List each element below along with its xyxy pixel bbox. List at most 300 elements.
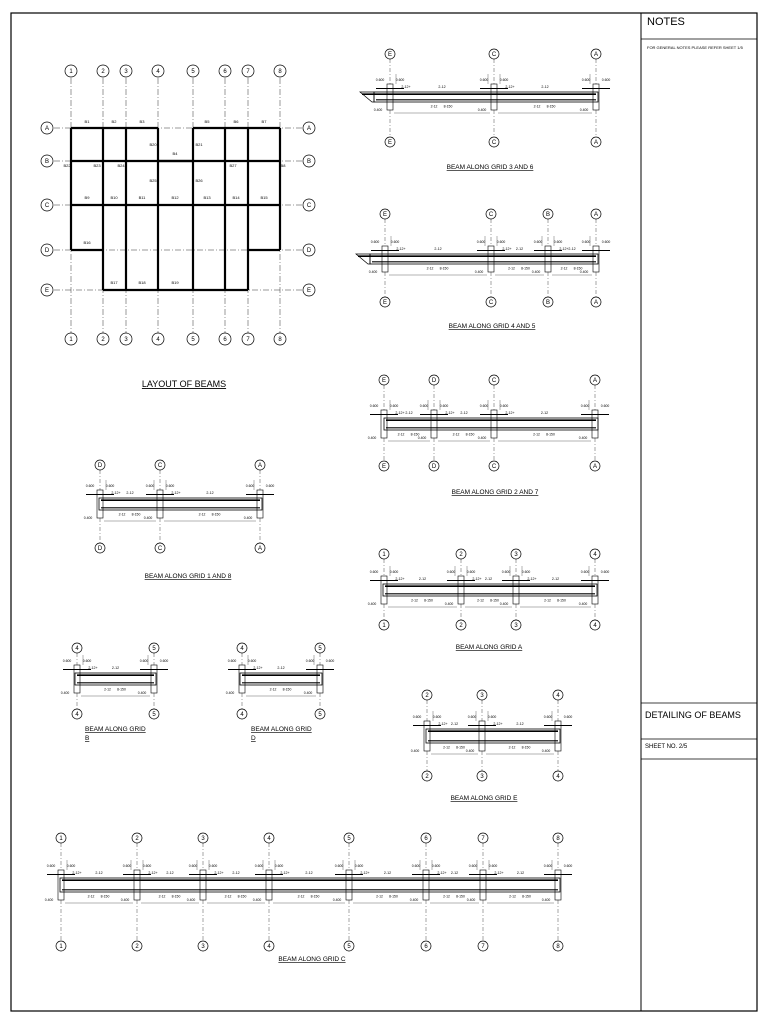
grid-bubble-label: A (592, 464, 598, 471)
grid-bubble-label: 6 (223, 337, 227, 344)
bar-label: 2-12+ (527, 577, 537, 581)
grid-bubble-label: E (382, 300, 388, 307)
grid-bubble-label: E (381, 464, 387, 471)
grid-bubble-label: B (545, 300, 551, 307)
cover-label: 0.400 (252, 898, 262, 902)
bar-label: 2-12 (568, 247, 576, 251)
cutoff-label: 0.600 (62, 659, 72, 663)
drawing-title: DETAILING OF BEAMS (645, 710, 741, 720)
bar-label: 2-12 (206, 491, 214, 495)
stirrup-label: 8-150 (410, 432, 420, 437)
grid-bubble-label: 2 (101, 337, 105, 344)
grid-bubble-label: A (593, 140, 599, 147)
bar-label: 2-12+ (472, 577, 482, 581)
beam-label: B5 (204, 119, 210, 124)
cutoff-label: 0.600 (543, 715, 553, 719)
grid-bubble-label: A (44, 126, 50, 133)
cutoff-label: 0.600 (145, 484, 155, 488)
stirrup-label: 8-150 (100, 894, 110, 899)
cutoff-label: 0.600 (105, 484, 115, 488)
beam-elevation-grid_4_5 (356, 209, 610, 330)
beam-layout-plan (41, 65, 315, 389)
cutoff-label: 0.600 (563, 864, 573, 868)
cutoff-label: 0.600 (389, 404, 399, 408)
bar-label: 2-12+ (148, 871, 158, 875)
cover-label: 0.400 (409, 898, 419, 902)
grid-bubble-label: 7 (246, 69, 250, 76)
bar-label: 2-12 (126, 491, 134, 495)
bar-label: 2-12 (224, 894, 232, 899)
grid-bubble-label: 3 (480, 693, 484, 700)
cutoff-label: 0.600 (369, 404, 379, 408)
grid-bubble-label: 2 (459, 623, 463, 630)
cutoff-label: 0.600 (411, 864, 421, 868)
grid-bubble-label: 4 (556, 693, 560, 700)
grid-bubble-label: A (593, 212, 599, 219)
cover-label: 0.400 (332, 898, 342, 902)
beam-label: B7 (261, 119, 267, 124)
cover-label: 0.400 (137, 691, 147, 695)
bar-label: 2-12 (560, 266, 568, 271)
beam-label: B21 (195, 142, 203, 147)
beam-label: B16 (83, 240, 91, 245)
bar-label: 2-12 (166, 871, 174, 875)
grid-bubble-label: 3 (514, 552, 518, 559)
grid-bubble-label: D (306, 248, 312, 255)
grid-bubble-label: 1 (59, 836, 63, 843)
grid-bubble-label: 3 (514, 623, 518, 630)
stirrup-label: 8-150 (310, 894, 320, 899)
cutoff-label: 0.600 (431, 864, 441, 868)
bar-label: 2-12 (484, 577, 493, 581)
cutoff-label: 0.600 (581, 240, 591, 244)
grid-bubble-label: C (491, 140, 497, 147)
bar-label: 2-12 (111, 666, 120, 670)
bar-label: 2-12 (438, 85, 446, 89)
stirrup-label: 8-150 (546, 104, 556, 109)
grid-bubble-label: C (491, 464, 497, 471)
grid-bubble-label: A (593, 300, 599, 307)
beam-label: B20 (149, 142, 157, 147)
cutoff-label: 0.600 (479, 78, 489, 82)
grid-bubble-label: 3 (480, 774, 484, 781)
cutoff-label: 0.600 (487, 715, 497, 719)
cutoff-label: 0.600 (581, 78, 591, 82)
bar-label: 2-12+ (88, 666, 98, 670)
grid-bubble-label: A (593, 52, 599, 59)
cutoff-label: 0.600 (580, 570, 590, 574)
grid-bubble-label: 5 (318, 646, 322, 653)
bar-label: 2-12 (551, 577, 560, 581)
bar-label: 2-12+ (111, 491, 121, 495)
grid-bubble-label: 1 (382, 552, 386, 559)
cutoff-label: 0.600 (466, 570, 476, 574)
grid-bubble-label: 4 (75, 646, 79, 653)
cover-label: 0.400 (444, 602, 454, 606)
beam-label: B3 (139, 119, 145, 124)
bar-label: 2-12+ (494, 871, 504, 875)
grid-bubble-label: 4 (267, 944, 271, 951)
bar-label: 2-12 (277, 666, 285, 670)
grid-bubble-label: 3 (124, 337, 128, 344)
cutoff-label: 0.600 (580, 404, 590, 408)
beam-label: B15 (260, 195, 268, 200)
beam-elevation-grid_b (61, 643, 169, 742)
grid-bubble-label: C (491, 378, 497, 385)
bar-label: 2-12 (411, 598, 418, 603)
grid-bubble-label: A (257, 463, 263, 470)
cutoff-label: 0.600 (600, 404, 610, 408)
stirrup-label: 8-150 (439, 266, 449, 271)
beam-label: B24 (117, 163, 125, 168)
cutoff-label: 0.600 (274, 864, 284, 868)
stirrup-label: 8-150 (282, 687, 292, 692)
cover-label: 0.400 (225, 691, 235, 695)
beam-label: B22 (63, 163, 71, 168)
cover-label: 0.400 (541, 749, 551, 753)
grid-bubble-label: 6 (424, 836, 428, 843)
bar-label: 2-12+ (505, 85, 515, 89)
cutoff-label: 0.600 (159, 659, 169, 663)
bar-label: 2-12 (533, 432, 540, 437)
beam-label: B8 (280, 163, 286, 168)
grid-bubble-label: C (488, 212, 494, 219)
grid-bubble-label: C (306, 203, 312, 210)
cutoff-label: 0.600 (488, 864, 498, 868)
beam-label: B23 (93, 163, 101, 168)
stirrup-label: 8-150 (456, 894, 465, 899)
cutoff-label: 0.600 (82, 659, 92, 663)
grid-bubble-label: B (545, 212, 551, 219)
grid-bubble-label: 2 (135, 944, 139, 951)
bar-label: 2-12 (544, 598, 551, 603)
stirrup-label: 8-150 (465, 432, 475, 437)
grid-bubble-label: B (306, 159, 312, 166)
elevation-title: BEAM ALONG GRID (85, 726, 146, 733)
cutoff-label: 0.600 (389, 570, 399, 574)
bar-label: 2-12 (509, 894, 516, 899)
cover-label: 0.400 (186, 898, 196, 902)
grid-bubble-label: 5 (347, 944, 351, 951)
bar-label: 2-12 (376, 894, 383, 899)
elevation-title: BEAM ALONG GRID 4 AND 5 (448, 323, 536, 330)
bar-label: 2-12+ (559, 247, 569, 251)
beam-label: B6 (233, 119, 239, 124)
cutoff-label: 0.600 (432, 715, 442, 719)
cover-label: 0.400 (477, 108, 487, 112)
grid-bubble-label: A (306, 126, 312, 133)
beam-label: B17 (110, 280, 118, 285)
cover-label: 0.400 (579, 270, 589, 274)
stirrup-label: 8-150 (522, 894, 531, 899)
bar-label: 2-12 (405, 411, 413, 415)
grid-bubble-label: 5 (318, 712, 322, 719)
bar-label: 2-12 (434, 247, 442, 251)
beam-label: B11 (138, 195, 146, 200)
bar-label: 2-12+ (395, 411, 405, 415)
beam-label: B9 (84, 195, 90, 200)
grid-bubble-label: 4 (240, 712, 244, 719)
sheet-number: SHEET NO. 2/5 (645, 744, 688, 750)
bar-label: 2-12 (533, 104, 541, 109)
cutoff-label: 0.600 (66, 864, 76, 868)
cover-label: 0.400 (465, 749, 475, 753)
grid-bubble-label: 2 (425, 774, 429, 781)
grid-bubble-label: 3 (124, 69, 128, 76)
grid-bubble-label: 4 (267, 836, 271, 843)
bar-label: 2-12 (450, 722, 459, 726)
cutoff-label: 0.600 (476, 240, 486, 244)
bar-label: 2-12+ (437, 871, 447, 875)
beam-label: B1 (84, 119, 90, 124)
stirrup-label: 8-150 (573, 266, 583, 271)
bar-label: 2-12 (516, 722, 524, 726)
grid-bubble-label: 2 (459, 552, 463, 559)
cutoff-label: 0.600 (85, 484, 95, 488)
beam-label: B2 (111, 119, 117, 124)
beam-elevation-grid_c (45, 833, 573, 963)
grid-bubble-label: D (97, 546, 103, 553)
cutoff-label: 0.600 (247, 659, 257, 663)
cutoff-label: 0.600 (563, 715, 573, 719)
grid-bubble-label: E (382, 212, 388, 219)
support-column (545, 246, 551, 272)
cover-label: 0.400 (541, 898, 551, 902)
grid-bubble-label: E (387, 52, 393, 59)
grid-bubble-label: D (431, 464, 437, 471)
bar-label: 2-12+ (505, 411, 515, 415)
beam-elevation-grid_2_7 (368, 375, 610, 496)
grid-bubble-label: 5 (347, 836, 351, 843)
grid-bubble-label: 8 (278, 69, 282, 76)
grid-bubble-label: C (44, 203, 50, 210)
cutoff-label: 0.600 (395, 78, 405, 82)
cover-label: 0.400 (60, 691, 70, 695)
grid-bubble-label: 8 (556, 836, 560, 843)
cutoff-label: 0.600 (245, 484, 255, 488)
bar-label: 2-12+ (171, 491, 181, 495)
stirrup-label: 8-150 (546, 432, 555, 437)
grid-bubble-label: 6 (223, 69, 227, 76)
bar-label: 2-12 (477, 598, 484, 603)
bar-label: 2-12+ (502, 247, 512, 251)
bar-label: 2-12 (397, 432, 405, 437)
cutoff-label: 0.600 (496, 240, 506, 244)
cover-label: 0.400 (477, 436, 487, 440)
cutoff-label: 0.600 (412, 715, 422, 719)
bar-label: 2-12 (87, 894, 95, 899)
beam-label: B27 (229, 163, 237, 168)
grid-bubble-label: 8 (556, 944, 560, 951)
elevation-title: BEAM ALONG GRID A (455, 644, 523, 651)
cutoff-label: 0.600 (46, 864, 56, 868)
bar-label: 2-12 (232, 871, 240, 875)
cutoff-label: 0.600 (305, 659, 315, 663)
grid-bubble-label: 5 (152, 712, 156, 719)
bar-label: 2-12 (158, 894, 166, 899)
cutoff-label: 0.600 (370, 240, 380, 244)
cover-label: 0.400 (578, 436, 588, 440)
grid-bubble-label: 1 (69, 69, 73, 76)
cutoff-label: 0.600 (390, 240, 400, 244)
grid-bubble-label: 7 (481, 944, 485, 951)
bar-label: 2-12 (118, 512, 126, 517)
cover-label: 0.400 (578, 602, 588, 606)
notes-title: NOTES (647, 16, 685, 28)
cover-label: 0.400 (499, 602, 509, 606)
grid-bubble-label: E (44, 288, 50, 295)
bar-label: 2-12+ (72, 871, 82, 875)
grid-bubble-label: E (387, 140, 393, 147)
cutoff-label: 0.600 (543, 864, 553, 868)
bar-label: 2-12 (540, 411, 549, 415)
bar-label: 2-12 (418, 577, 427, 581)
stirrup-label: 8-150 (443, 104, 453, 109)
grid-bubble-label: 1 (382, 623, 386, 630)
bar-label: 2-12 (460, 411, 468, 415)
stirrup-label: 8-150 (490, 598, 499, 603)
cutoff-label: 0.600 (139, 659, 149, 663)
bar-label: 2-12+ (401, 85, 411, 89)
bar-label: 2-12 (516, 871, 525, 875)
cover-label: 0.400 (44, 898, 54, 902)
support-column (387, 84, 393, 110)
beam-elevation-grid_d (226, 643, 335, 742)
cover-label: 0.400 (373, 108, 383, 112)
grid-bubble-label: 3 (201, 836, 205, 843)
beam-label: B25 (149, 178, 157, 183)
grid-bubble-label: A (592, 378, 598, 385)
cutoff-label: 0.600 (446, 570, 456, 574)
cutoff-label: 0.600 (521, 570, 531, 574)
bar-label: 2-12+ (438, 722, 448, 726)
bar-label: 2-12 (297, 894, 305, 899)
elevation-title: BEAM ALONG GRID 2 AND 7 (451, 489, 539, 496)
bar-label: 2-12 (426, 266, 434, 271)
grid-bubble-label: C (488, 300, 494, 307)
bar-label: 2-12 (452, 432, 460, 437)
cutoff-label: 0.600 (375, 78, 385, 82)
grid-bubble-label: 4 (593, 623, 597, 630)
cutoff-label: 0.600 (499, 404, 509, 408)
bar-label: 2-12+ (280, 871, 290, 875)
bar-label: 2-12 (515, 247, 524, 251)
grid-bubble-label: 2 (425, 693, 429, 700)
beam-label: B18 (138, 280, 146, 285)
stirrup-label: 8-150 (211, 512, 221, 517)
elevation-title: BEAM ALONG GRID 1 AND 8 (144, 573, 232, 580)
grid-bubble-label: D (44, 248, 50, 255)
cutoff-label: 0.600 (601, 240, 611, 244)
beam-label: B10 (110, 195, 118, 200)
grid-bubble-label: 7 (246, 337, 250, 344)
cover-label: 0.400 (531, 270, 541, 274)
cover-label: 0.400 (367, 436, 377, 440)
grid-bubble-label: 4 (156, 337, 160, 344)
bar-label: 2-12 (443, 745, 450, 750)
bar-label: 2-12+ (396, 247, 406, 251)
elevation-title-2: D (251, 735, 256, 742)
cutoff-label: 0.600 (479, 404, 489, 408)
beam-label: B13 (203, 195, 211, 200)
cover-label: 0.400 (303, 691, 313, 695)
bar-label: 2-12 (450, 871, 459, 875)
beam-elevation-grid_e (411, 690, 573, 802)
bar-label: 2-12 (104, 687, 111, 692)
grid-bubble-label: E (381, 378, 387, 385)
cover-label: 0.400 (579, 108, 589, 112)
cutoff-label: 0.600 (499, 78, 509, 82)
grid-bubble-label: 4 (593, 552, 597, 559)
grid-bubble-label: C (157, 463, 163, 470)
bar-label: 2-12+ (253, 666, 263, 670)
support-column (382, 246, 388, 272)
cutoff-label: 0.600 (325, 659, 335, 663)
grid-bubble-label: B (44, 159, 50, 166)
beam-elevation-grid_1_8 (84, 460, 275, 580)
grid-bubble-label: 2 (101, 69, 105, 76)
cover-label: 0.400 (417, 436, 427, 440)
grid-bubble-label: 7 (481, 836, 485, 843)
elevation-title: BEAM ALONG GRID E (450, 795, 518, 802)
grid-bubble-label: 5 (191, 337, 195, 344)
grid-bubble-label: D (431, 378, 437, 385)
stirrup-label: 8-150 (117, 687, 126, 692)
stirrup-label: 8-150 (521, 266, 530, 271)
bar-label: 2-12+ (395, 577, 405, 581)
support-column (488, 246, 494, 272)
bar-label: 2-12 (443, 894, 450, 899)
cover-label: 0.400 (367, 602, 377, 606)
bar-label: 2-12 (269, 687, 277, 692)
beam-elevations (45, 49, 611, 963)
layout-title: LAYOUT OF BEAMS (141, 379, 227, 389)
bar-label: 2-12 (198, 512, 206, 517)
cutoff-label: 0.600 (142, 864, 152, 868)
cutoff-label: 0.600 (254, 864, 264, 868)
grid-bubble-label: 6 (424, 944, 428, 951)
grid-bubble-label: 1 (69, 337, 73, 344)
support-column (491, 84, 497, 110)
grid-bubble-label: 8 (278, 337, 282, 344)
cutoff-label: 0.600 (334, 864, 344, 868)
cutoff-label: 0.600 (369, 570, 379, 574)
notes-text: FOR GENERAL NOTES PLEASE REFER SHEET 1/5 (647, 45, 743, 50)
cutoff-label: 0.600 (600, 570, 610, 574)
cover-label: 0.400 (243, 516, 253, 520)
grid-bubble-label: E (306, 288, 312, 295)
cutoff-label: 0.600 (208, 864, 218, 868)
cutoff-label: 0.600 (533, 240, 543, 244)
bar-label: 2-12 (430, 104, 438, 109)
bar-label: 2-12+ (360, 871, 370, 875)
elevation-title: BEAM ALONG GRID 3 AND 6 (446, 164, 534, 171)
grid-bubble-label: C (491, 52, 497, 59)
beam-label: B26 (195, 178, 203, 183)
stirrup-label: 8-150 (424, 598, 433, 603)
stirrup-label: 8-150 (557, 598, 566, 603)
stirrup-label: 8-150 (237, 894, 247, 899)
elevation-title: BEAM ALONG GRID C (278, 956, 346, 963)
cover-label: 0.400 (474, 270, 484, 274)
cover-label: 0.400 (466, 898, 476, 902)
cutoff-label: 0.600 (468, 864, 478, 868)
cutoff-label: 0.600 (188, 864, 198, 868)
cutoff-label: 0.600 (419, 404, 429, 408)
plan-beam-labels (63, 119, 286, 285)
bar-label: 2-12 (383, 871, 392, 875)
beam-elevation-grid_3_6 (360, 49, 610, 171)
